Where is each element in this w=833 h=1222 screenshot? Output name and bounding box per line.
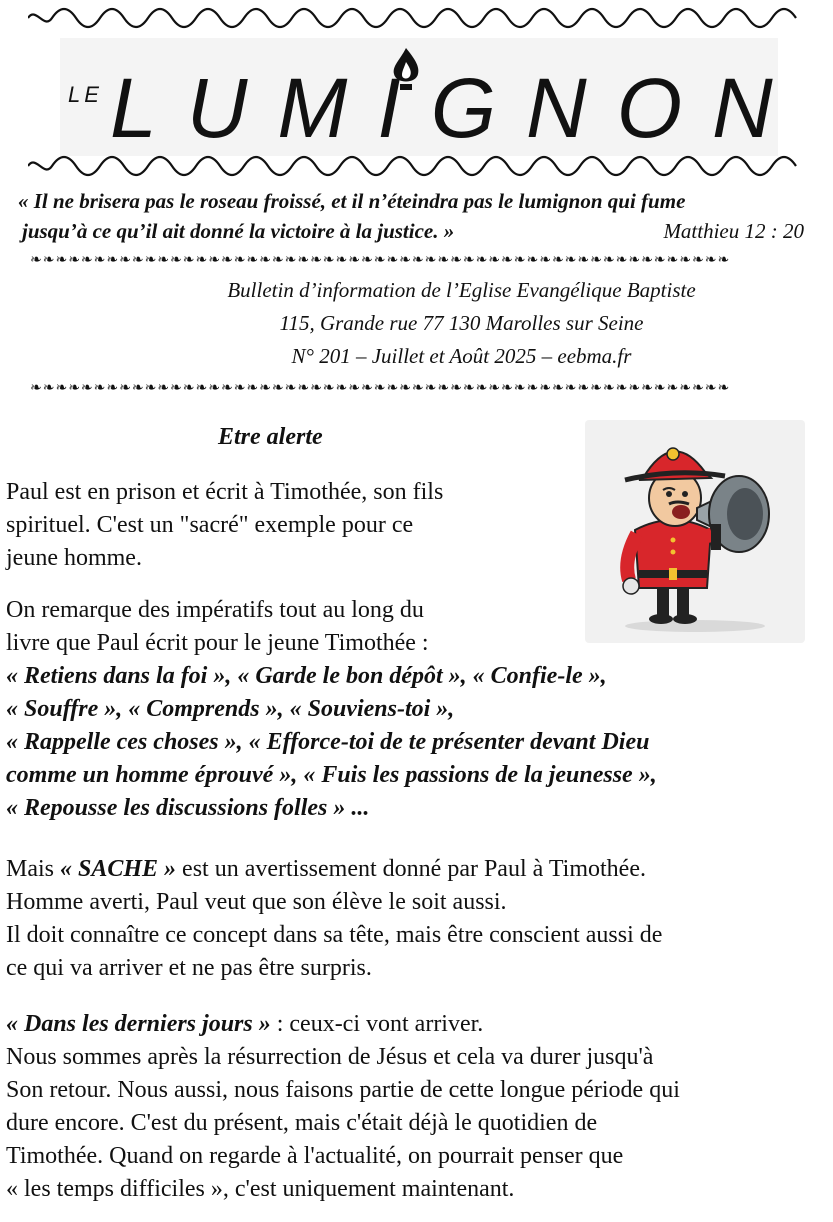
- divider-ornament-1: ❧❧❧❧❧❧❧❧❧❧❧❧❧❧❧❧❧❧❧❧❧❧❧❧❧❧❧❧❧❧❧❧❧❧❧❧❧❧❧❧❧❧❧❧❧❧❧❧❧❧❧❧❧❧❧: [30, 252, 731, 268]
- bulletin-line-3: N° 201 – Juillet et Août 2025 – eebma.fr: [291, 344, 632, 368]
- epigraph-line-2: jusqu’à ce qu’il ait donné la victoire à la justice. »: [22, 219, 455, 243]
- bulletin-line-1: Bulletin d’information de l’Eglise Evangélique Baptiste: [227, 278, 696, 302]
- article-title: Etre alerte: [218, 424, 323, 450]
- p4-line: Nous sommes après la résurrection de Jésus et cela va durer jusqu'à: [6, 1044, 654, 1070]
- p3-prefix: Mais: [6, 856, 60, 882]
- ornament-pattern-mid: [28, 152, 808, 180]
- p4-suffix: : ceux-ci vont arriver.: [270, 1011, 484, 1037]
- p4-line: dure encore. C'est du présent, mais c'était déjà le quotidien de: [6, 1110, 598, 1136]
- bulletin-info: [0, 274, 833, 373]
- ornament-pattern-top: [28, 4, 808, 32]
- p2-quote-line: « Souffre », « Comprends », « Souviens-toi »,: [6, 696, 455, 722]
- paragraph-1: [6, 476, 443, 575]
- bulletin-line-2: 115, Grande rue 77 130 Marolles sur Seine: [279, 311, 644, 335]
- epigraph: [18, 186, 818, 246]
- p4-emphasis: « Dans les derniers jours »: [6, 1011, 271, 1037]
- ornament-border-mid: [28, 152, 808, 187]
- p2-quote-line: « Retiens dans la foi », « Garde le bon dépôt », « Confie-le »,: [6, 663, 607, 689]
- p3-suffix: est un avertissement donné par Paul à Timothée.: [176, 856, 646, 882]
- epigraph-line-1: « Il ne brisera pas le roseau froissé, et il n’éteindra pas le lumignon qui fume: [18, 189, 686, 213]
- p4-line: Timothée. Quand on regarde à l'actualité, on pourrait penser que: [6, 1143, 624, 1169]
- p2-quote-line: « Rappelle ces choses », « Efforce-toi de te présenter devant Dieu: [6, 729, 650, 755]
- p4-line: Son retour. Nous aussi, nous faisons partie de cette longue période qui: [6, 1077, 680, 1103]
- p3-emphasis: « SACHE »: [60, 856, 177, 882]
- p2-line: On remarque des impératifs tout au long du: [6, 597, 424, 623]
- epigraph-reference: Matthieu 12 : 20: [663, 219, 804, 243]
- divider-ornament-2: ❧❧❧❧❧❧❧❧❧❧❧❧❧❧❧❧❧❧❧❧❧❧❧❧❧❧❧❧❧❧❧❧❧❧❧❧❧❧❧❧❧❧❧❧❧❧❧❧❧❧❧❧❧❧❧: [30, 380, 731, 396]
- paragraph-3: [6, 853, 662, 985]
- p1-line: Paul est en prison et écrit à Timothée, son fils: [6, 479, 444, 505]
- p3-line: Homme averti, Paul veut que son élève le soit aussi.: [6, 889, 507, 915]
- p4-first-line: [6, 1008, 680, 1041]
- p3-first-line: [6, 853, 662, 886]
- masthead-title: LUMIGNON: [110, 61, 803, 155]
- paragraph-2: [6, 594, 657, 825]
- paragraph-4: [6, 1008, 680, 1206]
- p1-line: jeune homme.: [6, 545, 142, 571]
- p3-line: Il doit connaître ce concept dans sa tête, mais être conscient aussi de: [6, 922, 663, 948]
- masthead-le: LE: [68, 82, 103, 107]
- p2-line: livre que Paul écrit pour le jeune Timothée :: [6, 630, 429, 656]
- p3-line: ce qui va arriver et ne pas être surpris.: [6, 955, 372, 981]
- p1-line: spirituel. C'est un "sacré" exemple pour ce: [6, 512, 414, 538]
- p4-line: « les temps difficiles », c'est uniquement maintenant.: [6, 1176, 515, 1202]
- p2-quote-line: « Repousse les discussions folles » ...: [6, 795, 370, 821]
- ornament-border-top: [28, 4, 808, 39]
- p2-quote-line: comme un homme éprouvé », « Fuis les passions de la jeunesse »,: [6, 762, 657, 788]
